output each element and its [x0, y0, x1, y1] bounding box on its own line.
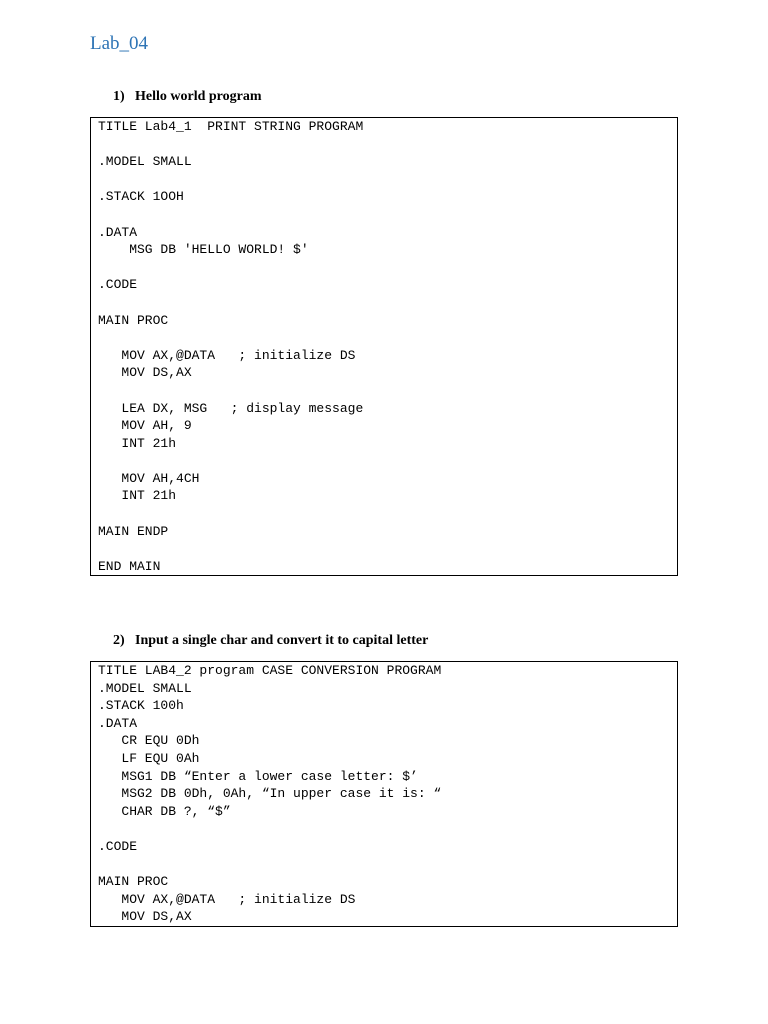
- code-line: .DATA: [98, 224, 138, 240]
- section-number-2: 2): [113, 633, 125, 648]
- code-line: [98, 136, 677, 154]
- code-line: TITLE Lab4_1 PRINT STRING PROGRAM: [98, 119, 364, 134]
- section-heading-2-text: Input a single char and convert it to capital letter: [135, 633, 429, 648]
- code-line: [98, 259, 677, 277]
- code-line: CHAR DB ?, “$”: [98, 803, 231, 819]
- code-line: MAIN PROC: [98, 312, 169, 328]
- code-line: MOV DS,AX: [98, 365, 192, 381]
- code-line: .STACK 100h: [98, 698, 184, 714]
- code-line: LEA DX, MSG ; display message: [98, 400, 364, 416]
- code-line: MSG2 DB 0Dh, 0Ah, “In upper case it is: “: [98, 786, 442, 802]
- code-line: LF EQU 0Ah: [98, 750, 200, 766]
- code-line: [98, 329, 677, 347]
- code-line: MAIN ENDP: [98, 523, 169, 539]
- code-line: [98, 540, 677, 558]
- code-line: [98, 820, 677, 838]
- code-block-1: [90, 117, 678, 576]
- code-line: MSG DB 'HELLO WORLD! $': [98, 242, 309, 258]
- code-line: CR EQU 0Dh: [98, 733, 200, 749]
- section-heading-1: [113, 89, 262, 105]
- section-heading-1-text: Hello world program: [135, 89, 262, 104]
- code-line: .DATA: [98, 715, 138, 731]
- code-line: END MAIN: [98, 558, 161, 574]
- page-title: Lab_04: [90, 33, 149, 54]
- code-line: [98, 206, 677, 224]
- code-line: TITLE LAB4_2 program CASE CONVERSION PROGRAM: [98, 663, 442, 678]
- code-line: .CODE: [98, 277, 138, 293]
- code-line: [98, 452, 677, 470]
- code-line: MOV AH,4CH: [98, 470, 200, 486]
- code-block-2: [90, 661, 678, 927]
- code-line: [98, 856, 677, 874]
- code-line: MSG1 DB “Enter a lower case letter: $’: [98, 768, 418, 784]
- section-number-1: 1): [113, 89, 125, 104]
- code-line: [98, 382, 677, 400]
- code-line: .CODE: [98, 838, 138, 854]
- code-line: [98, 171, 677, 189]
- code-line: MOV AX,@DATA ; initialize DS: [98, 891, 356, 907]
- code-line: .STACK 1OOH: [98, 189, 184, 205]
- code-line: INT 21h: [98, 435, 177, 451]
- code-line: .MODEL SMALL: [98, 680, 192, 696]
- code-line: [98, 294, 677, 312]
- code-line: .MODEL SMALL: [98, 154, 192, 170]
- code-line: INT 21h: [98, 488, 177, 504]
- code-line: MOV AH, 9: [98, 418, 192, 434]
- code-line: MOV AX,@DATA ; initialize DS: [98, 347, 356, 363]
- code-line: MAIN PROC: [98, 874, 169, 890]
- code-line: MOV DS,AX: [98, 909, 192, 925]
- section-heading-2: [113, 633, 428, 649]
- code-line: [98, 505, 677, 523]
